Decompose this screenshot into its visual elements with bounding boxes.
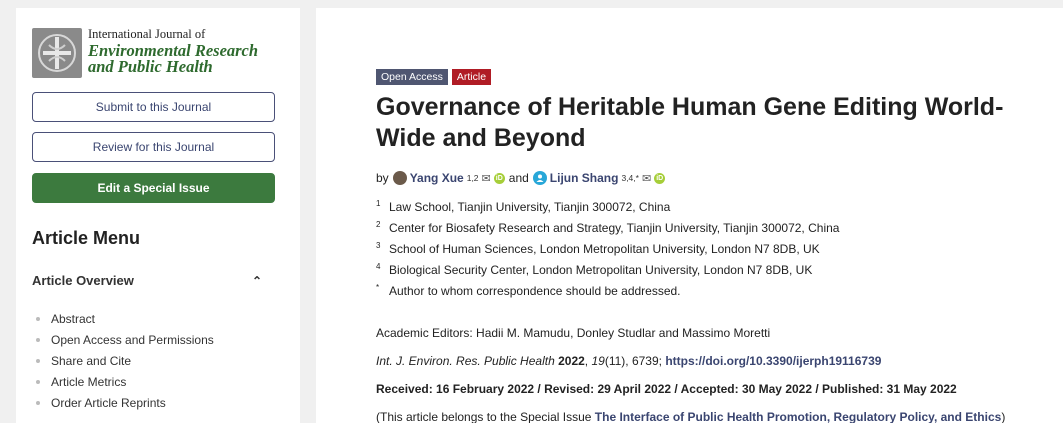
special-issue-prefix: (This article belongs to the Special Issue bbox=[376, 410, 592, 423]
email-icon[interactable]: ✉ bbox=[481, 172, 491, 185]
affiliation-text: Center for Biosafety Research and Strategy, Tianjin University, Tianjin 300072, China bbox=[389, 221, 840, 235]
citation-volume: 19 bbox=[591, 354, 605, 368]
affiliation-number: 3 bbox=[376, 241, 381, 250]
menu-item-order-reprints[interactable] bbox=[36, 392, 214, 413]
and-label: and bbox=[508, 171, 529, 185]
affiliation-text: Law School, Tianjin University, Tianjin 300072, China bbox=[389, 200, 671, 214]
special-issue-suffix: ) bbox=[1001, 410, 1006, 423]
email-icon[interactable]: ✉ bbox=[641, 172, 652, 185]
special-issue-link[interactable]: The Interface of Public Health Promotion, Regulatory Policy, and Ethics bbox=[594, 410, 1002, 423]
doi-link[interactable]: https://doi.org/10.3390/ijerph19116739 bbox=[665, 354, 882, 368]
bullet-icon bbox=[36, 359, 40, 363]
review-for-journal-button[interactable]: Review for this Journal bbox=[32, 132, 275, 162]
bullet-icon bbox=[36, 317, 40, 321]
affiliation-number: 1 bbox=[376, 199, 381, 208]
menu-item-label: Abstract bbox=[51, 311, 96, 326]
affiliation-item bbox=[376, 241, 839, 262]
bullet-icon bbox=[36, 401, 40, 405]
journal-logo[interactable] bbox=[32, 28, 258, 78]
article-overview-toggle[interactable] bbox=[32, 273, 262, 288]
journal-name-line1: International Journal of bbox=[88, 27, 206, 41]
affiliation-text: Author to whom correspondence should be addressed. bbox=[389, 284, 681, 298]
author-link-yang-xue[interactable]: Yang Xue bbox=[409, 171, 464, 185]
orcid-icon[interactable]: iD bbox=[495, 174, 503, 182]
edit-special-issue-button[interactable]: Edit a Special Issue bbox=[32, 173, 275, 203]
open-access-badge: Open Access bbox=[376, 69, 448, 85]
journal-name-line3: and Public Health bbox=[88, 57, 213, 76]
article-main bbox=[316, 8, 1063, 423]
affiliation-item bbox=[376, 262, 839, 283]
affiliation-number: * bbox=[376, 283, 380, 292]
article-menu-title: Article Menu bbox=[32, 228, 141, 248]
affiliation-text: Biological Security Center, London Metropolitan University, London N7 8DB, UK bbox=[389, 263, 813, 277]
citation-line: Int. J. Environ. Res. Public Health 2022, 19(11), 6739; https://doi.org/10.3390/ijerph19116739 bbox=[376, 354, 882, 368]
menu-item-label: Share and Cite bbox=[51, 353, 132, 368]
chevron-up-icon[interactable]: ⌃ bbox=[251, 273, 262, 288]
publication-dates: Received: 16 February 2022 / Revised: 29 April 2022 / Accepted: 30 May 2022 / Published: 31 May 2022 bbox=[376, 382, 957, 396]
affiliation-item bbox=[376, 283, 839, 304]
bullet-icon bbox=[36, 338, 40, 342]
affiliation-item bbox=[376, 199, 839, 220]
menu-item-share-cite[interactable] bbox=[36, 350, 214, 371]
author-line bbox=[376, 171, 669, 185]
author-affiliation-sup: 3,4,* bbox=[621, 173, 639, 183]
citation-journal: Int. J. Environ. Res. Public Health bbox=[376, 354, 555, 368]
academic-editors: Academic Editors: Hadii M. Mamudu, Donley Studlar and Massimo Moretti bbox=[376, 326, 771, 340]
article-badges bbox=[376, 69, 491, 85]
author-link-lijun-shang[interactable]: Lijun Shang bbox=[549, 171, 619, 185]
sidebar bbox=[16, 8, 300, 423]
article-type-badge: Article bbox=[452, 69, 491, 85]
bullet-icon bbox=[36, 380, 40, 384]
menu-item-article-metrics[interactable] bbox=[36, 371, 214, 392]
article-title: Governance of Heritable Human Gene Editing World-Wide and Beyond bbox=[376, 93, 1004, 152]
article-overview-label: Article Overview bbox=[32, 273, 134, 288]
affiliation-number: 2 bbox=[376, 220, 381, 229]
by-label: by bbox=[376, 171, 389, 185]
menu-item-open-access[interactable] bbox=[36, 329, 214, 350]
citation-issue-pages: (11), 6739; bbox=[604, 354, 662, 368]
author-affiliation-sup: 1,2 bbox=[466, 173, 479, 183]
user-avatar-icon bbox=[533, 171, 547, 185]
affiliation-item bbox=[376, 220, 839, 241]
menu-item-label: Order Article Reprints bbox=[51, 395, 166, 410]
submit-to-journal-button[interactable]: Submit to this Journal bbox=[32, 92, 275, 122]
journal-emblem-icon bbox=[32, 28, 82, 78]
menu-item-label: Open Access and Permissions bbox=[51, 332, 214, 347]
affiliation-number: 4 bbox=[376, 262, 381, 271]
orcid-icon[interactable]: iD bbox=[656, 174, 664, 182]
menu-item-abstract[interactable] bbox=[36, 308, 214, 329]
special-issue-line bbox=[376, 410, 1005, 423]
affiliations-list bbox=[376, 199, 839, 304]
menu-item-label: Article Metrics bbox=[51, 374, 127, 389]
citation-year: 2022 bbox=[558, 354, 585, 368]
author-photo-icon bbox=[393, 171, 407, 185]
journal-name-line2: Environmental Research bbox=[88, 40, 259, 60]
article-menu-list bbox=[36, 308, 214, 413]
affiliation-text: School of Human Sciences, London Metropolitan University, London N7 8DB, UK bbox=[389, 242, 820, 256]
